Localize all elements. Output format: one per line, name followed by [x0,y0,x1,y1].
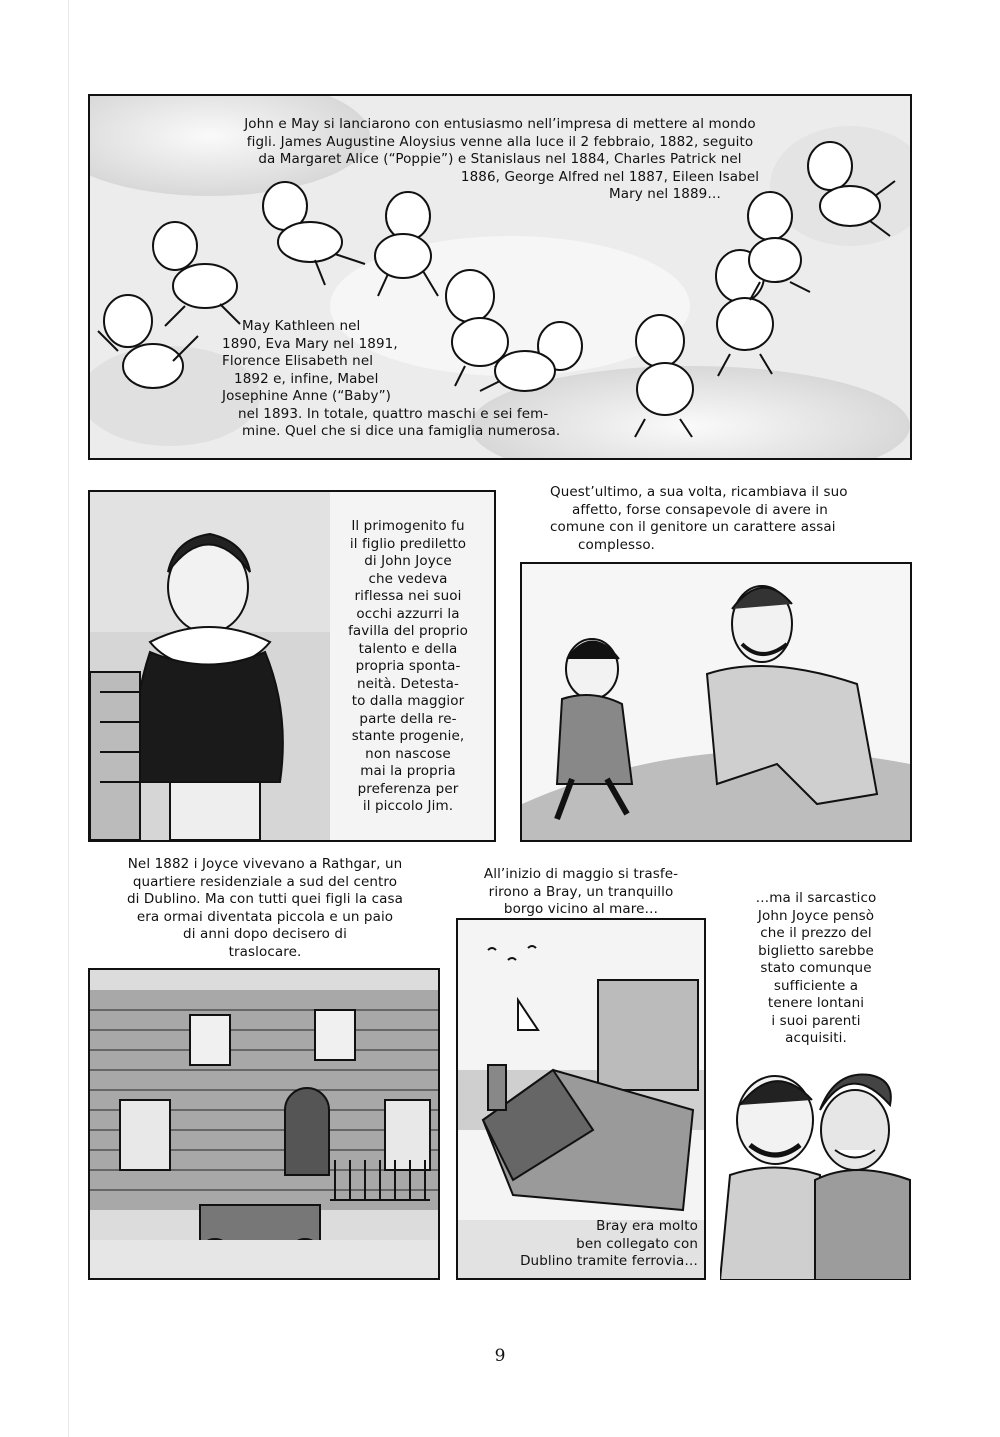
caption-bray-bottom: Bray era molto ben collegato con Dublino tramite ferrovia… [520,1218,698,1269]
caption-babies-main: John e May si lanciarono con entusiasmo nell’impresa di mettere al mondo figli. James Augustine Aloysius venne alla luce il 2 febbraio, 1882, seguito da Margaret Alice (“Poppie”) e Stanislaus nel 1884, Charles Patrick nel 1886, George Alfred nel 1887, Eileen Isabel Mary nel 1889… [244,116,760,202]
caption-babies-second: May Kathleen nel 1890, Eva Mary nel 1891, Florence Elisabeth nel 1892 e, infine, Mabel Josephine Anne (“Baby”) nel 1893. In totale, quattro maschi e sei fem- mine. Quel che si dice una famiglia numerosa. [222,318,561,439]
panel-sarcastic-john [720,880,912,1280]
page-edge [68,0,69,1437]
caption-sarcastic: …ma il sarcastico John Joyce pensò che il prezzo del biglietto sarebbe stato comunque sufficiente a tenere lontani i suoi parenti acquisiti. [755,890,877,1046]
panel-bray [456,918,706,1280]
caption-father-son: Quest’ultimo, a sua volta, ricambiava il suo affetto, forse consapevole di avere in comune con il genitore un carattere assai complesso. [550,484,848,553]
laughing-men-illustration [720,1050,912,1280]
father-son-illustration [522,564,910,840]
page-number: 9 [494,1346,506,1366]
panel-rathgar-house [88,968,440,1280]
panel-firstborn [88,490,496,842]
panel-father-son [520,562,912,842]
caption-bray-top: All’inizio di maggio si trasfe- rirono a Bray, un tranquillo borgo vicino al mare… [483,866,679,917]
caption-rathgar: Nel 1882 i Joyce vivevano a Rathgar, un quartiere residenziale a sud del centro di Dublino. Ma con tutti quei figli la casa era ormai diventata piccola e un paio di anni dopo decisero di traslocare. [127,856,403,960]
caption-firstborn: Il primogenito fu il figlio prediletto di John Joyce che vedeva riflessa nei suoi occhi azzurri la favilla del proprio talento e della propria sponta- neità. Detesta- to dalla maggior parte della re- stante progenie, non nascose mai la propria preferenza per il piccolo Jim. [348,518,468,814]
panel-babies [88,94,912,460]
rathgar-house-illustration [90,970,438,1278]
